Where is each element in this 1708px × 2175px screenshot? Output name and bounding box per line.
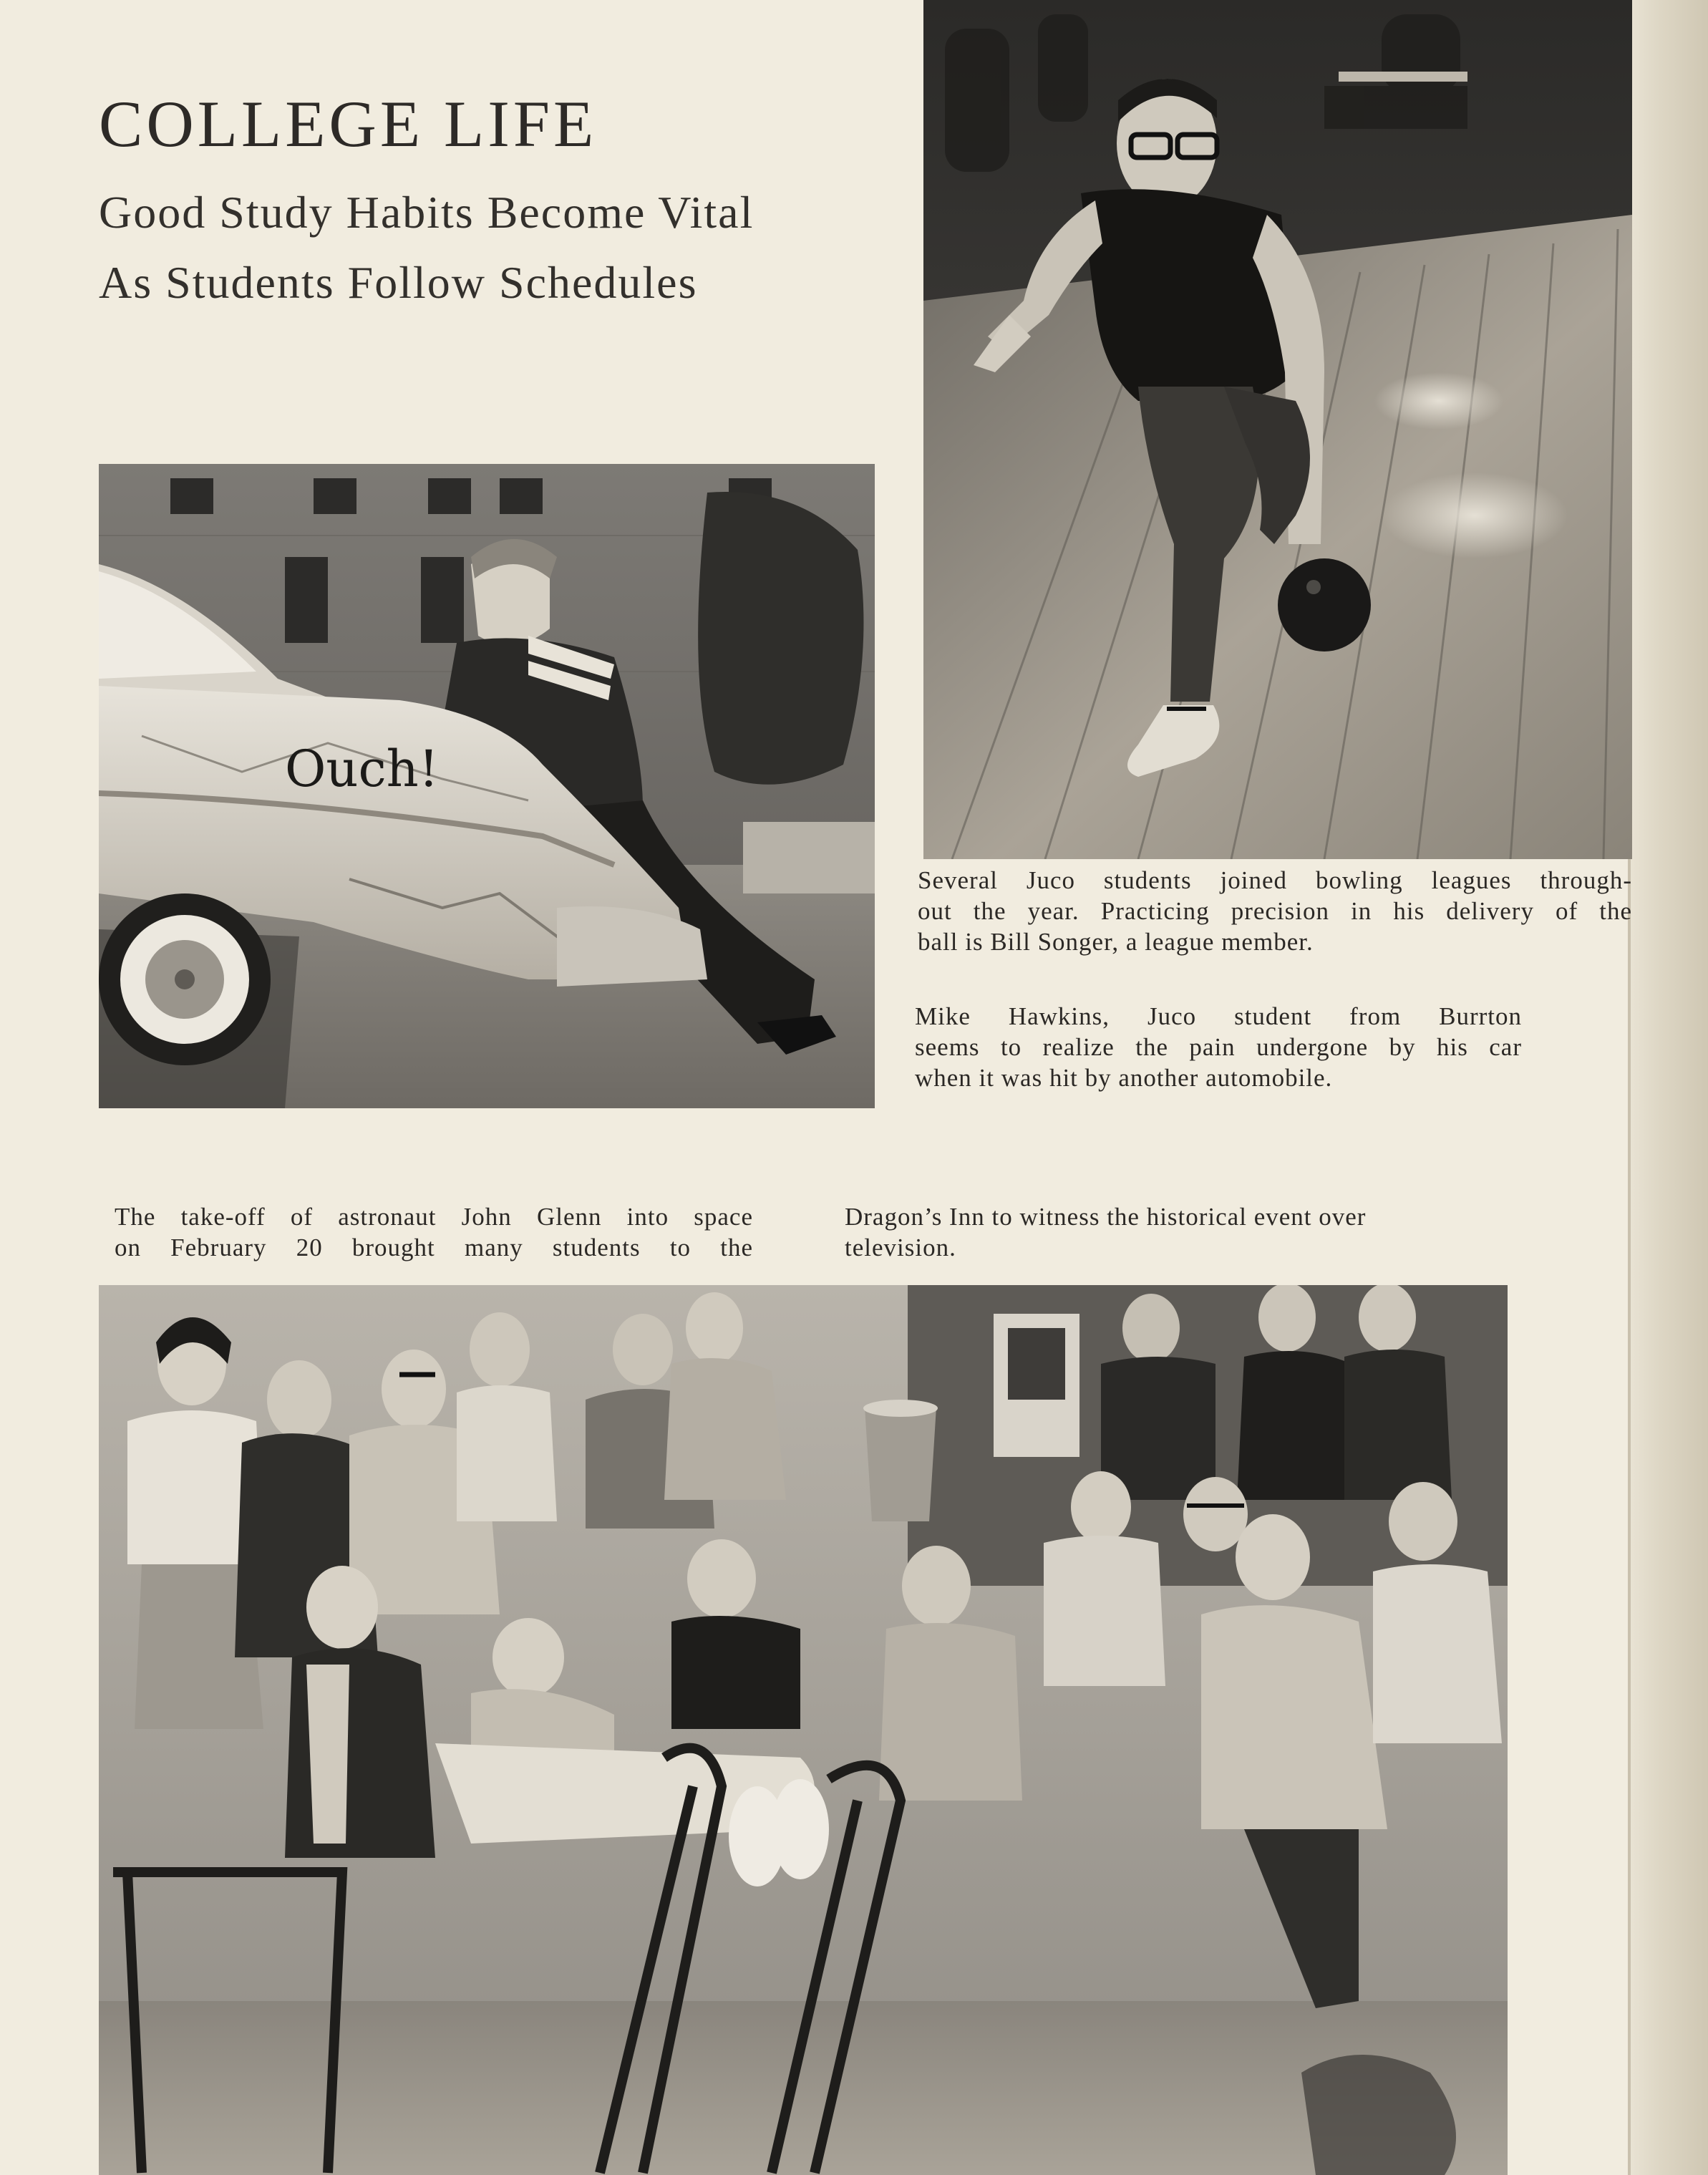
page-spine-shadow xyxy=(1629,0,1708,2175)
glenn-caption-right-line-1: Dragon’s Inn to witness the historical event over xyxy=(845,1203,1367,1231)
car-graffiti-text: Ouch! xyxy=(285,740,439,798)
damaged-car-photo xyxy=(99,464,875,1108)
subtitle-line-2: As Students Follow Schedules xyxy=(99,257,698,308)
students-watching-tv-photo xyxy=(99,1285,1508,2175)
bowling-caption-line-1: Several Juco students joined bowling leagues through- xyxy=(918,866,1632,894)
car-caption xyxy=(915,1001,1522,1093)
bowling-caption-line-3: ball is Bill Songer, a league member. xyxy=(918,928,1314,956)
glenn-caption-left-line-2: on February 20 brought many students to the xyxy=(115,1234,753,1261)
car-caption-line-1: Mike Hawkins, Juco student from Burrton xyxy=(915,1002,1522,1030)
bowling-caption-line-2: out the year. Practicing precision in his delivery of the xyxy=(918,897,1632,925)
subtitle-line-1: Good Study Habits Become Vital xyxy=(99,187,754,238)
bowling-photo xyxy=(923,0,1632,859)
car-caption-line-2: seems to realize the pain undergone by his car xyxy=(915,1033,1522,1061)
page-subtitle xyxy=(99,178,754,318)
glenn-caption-right xyxy=(845,1201,1489,1263)
glenn-caption-left xyxy=(115,1201,753,1263)
glenn-caption-right-line-2: television. xyxy=(845,1234,956,1261)
glenn-caption-left-line-1: The take-off of astronaut John Glenn into space xyxy=(115,1203,753,1231)
bowling-caption xyxy=(918,865,1632,957)
car-caption-line-3: when it was hit by another automobile. xyxy=(915,1064,1333,1092)
page-title: COLLEGE LIFE xyxy=(99,87,598,160)
